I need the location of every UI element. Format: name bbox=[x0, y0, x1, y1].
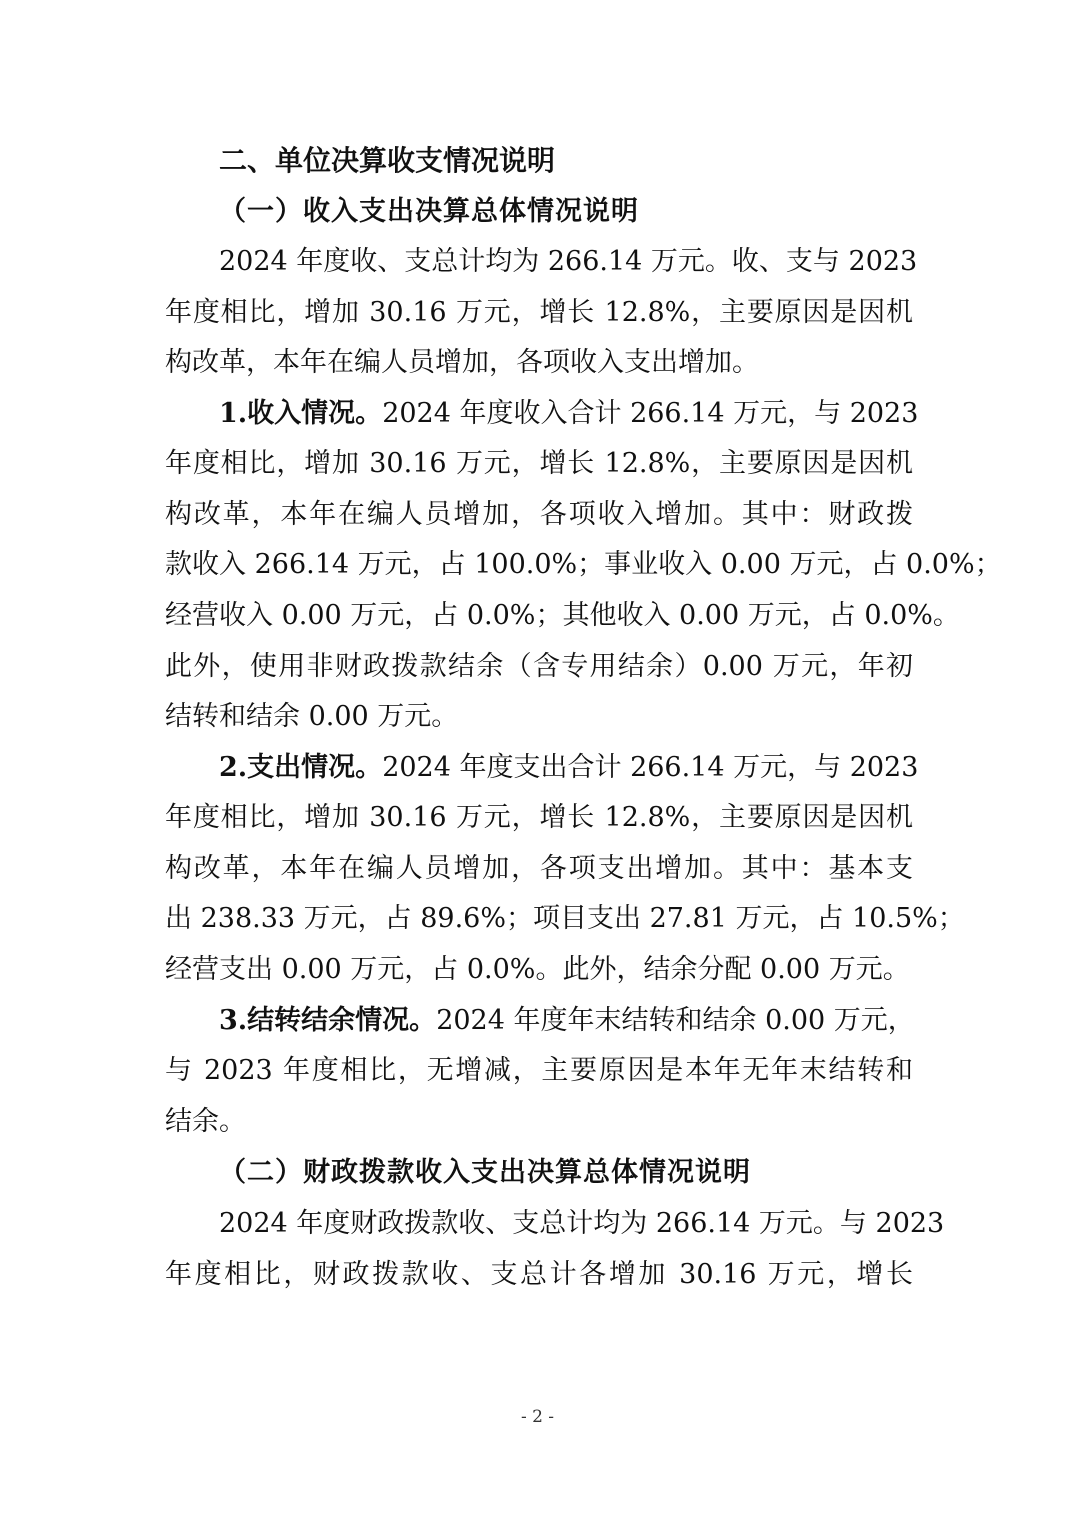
expenditure-line-3: 构改革，本年在编人员增加，各项支出增加。其中：基本支 bbox=[165, 853, 913, 884]
carryover-line-2: 与 2023 年度相比，无增减，主要原因是本年无年末结转和 bbox=[165, 1055, 913, 1086]
overview-line-2: 年度相比，增加 30.16 万元，增长 12.8%，主要原因是因机 bbox=[165, 297, 913, 328]
part1-title: （一）收入支出决算总体情况说明 bbox=[219, 196, 639, 227]
income-line-7: 结转和结余 0.00 万元。 bbox=[165, 701, 459, 732]
income-line-3: 构改革，本年在编人员增加，各项收入增加。其中：财政拨 bbox=[165, 499, 913, 530]
income-line-5: 经营收入 0.00 万元，占 0.0%；其他收入 0.00 万元，占 0.0%。 bbox=[165, 600, 960, 631]
income-first-line-rest: 2024 年度收入合计 266.14 万元，与 2023 bbox=[382, 398, 919, 429]
overview-line-1: 2024 年度收、支总计均为 266.14 万元。收、支与 2023 bbox=[219, 246, 918, 277]
income-line-6: 此外，使用非财政拨款结余（含专用结余）0.00 万元，年初 bbox=[165, 651, 913, 682]
income-lead: 1.收入情况。 bbox=[219, 398, 383, 429]
carryover-line-1 bbox=[219, 1003, 913, 1039]
expenditure-line-5: 经营支出 0.00 万元，占 0.0%。此外，结余分配 0.00 万元。 bbox=[165, 954, 910, 985]
carryover-first-line-rest: 2024 年度年末结转和结余 0.00 万元， bbox=[436, 1005, 915, 1036]
income-line-1 bbox=[219, 396, 919, 432]
income-line-4: 款收入 266.14 万元，占 100.0%；事业收入 0.00 万元，占 0.0%； bbox=[165, 549, 1002, 580]
income-line-2: 年度相比，增加 30.16 万元，增长 12.8%，主要原因是因机 bbox=[165, 448, 913, 479]
expenditure-line-1 bbox=[219, 750, 919, 786]
overview-line-3: 构改革，本年在编人员增加，各项收入支出增加。 bbox=[165, 347, 759, 378]
expenditure-line-4: 出 238.33 万元，占 89.6%；项目支出 27.81 万元，占 10.5%； bbox=[165, 903, 965, 934]
expenditure-line-2: 年度相比，增加 30.16 万元，增长 12.8%，主要原因是因机 bbox=[165, 802, 913, 833]
expenditure-first-line-rest: 2024 年度支出合计 266.14 万元，与 2023 bbox=[382, 752, 919, 783]
carryover-lead: 3.结转结余情况。 bbox=[219, 1005, 437, 1036]
page-number: - 2 - bbox=[520, 1407, 555, 1427]
expenditure-lead: 2.支出情况。 bbox=[219, 752, 383, 783]
carryover-line-3: 结余。 bbox=[165, 1106, 246, 1137]
part2-title: （二）财政拨款收入支出决算总体情况说明 bbox=[219, 1157, 751, 1188]
part2-line-1: 2024 年度财政拨款收、支总计均为 266.14 万元。与 2023 bbox=[219, 1208, 945, 1239]
part2-line-2: 年度相比，财政拨款收、支总计各增加 30.16 万元，增长 bbox=[165, 1259, 913, 1290]
section-title: 二、单位决算收支情况说明 bbox=[219, 144, 556, 177]
